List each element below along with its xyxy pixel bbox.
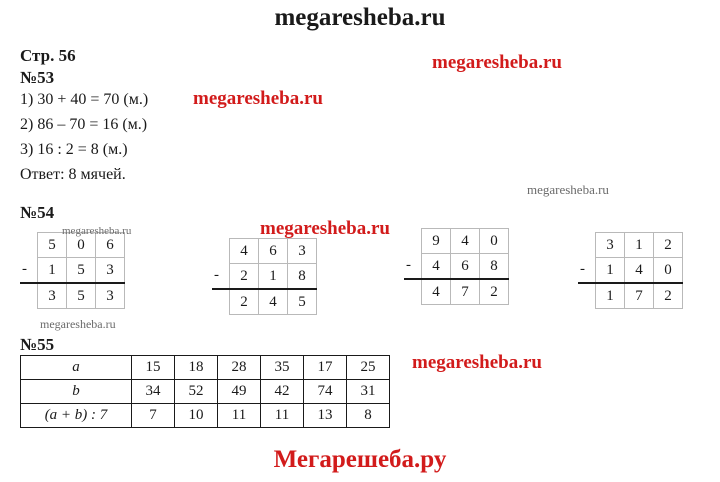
digit-cell: 0 xyxy=(67,233,96,258)
minus-sign-icon xyxy=(404,229,422,254)
table-cell: 31 xyxy=(347,380,390,404)
watermark-text: megaresheba.ru xyxy=(412,352,542,373)
digit-cell: 8 xyxy=(288,264,317,290)
table-cell: 42 xyxy=(261,380,304,404)
watermark-bottom: Мегарешеба.ру xyxy=(273,446,447,473)
minus-sign-icon: - xyxy=(214,267,219,284)
digit-cell: 3 xyxy=(288,239,317,264)
table-cell: 11 xyxy=(261,404,304,428)
digit-cell: 3 xyxy=(596,233,625,258)
watermark-text: megaresheba.ru xyxy=(193,88,323,109)
result-rule xyxy=(20,283,38,309)
table-cell: 17 xyxy=(304,356,347,380)
result-rule xyxy=(578,283,596,309)
row-header-cell: b xyxy=(21,380,132,404)
digit-cell: 0 xyxy=(480,229,509,254)
task-53-line-3: 3) 16 : 2 = 8 (м.) xyxy=(20,141,128,158)
digit-cell: 2 xyxy=(230,264,259,290)
minus-sign-icon: - xyxy=(580,261,585,278)
minus-sign-icon: - xyxy=(406,257,411,274)
table-cell: 49 xyxy=(218,380,261,404)
row-header-cell: a xyxy=(21,356,132,380)
digit-cell: 2 xyxy=(654,233,683,258)
digit-cell: 5 xyxy=(67,258,96,284)
result-rule xyxy=(212,289,230,315)
minus-sign-icon xyxy=(20,233,38,258)
digit-cell: 6 xyxy=(96,233,125,258)
column-subtraction xyxy=(404,228,509,305)
digit-cell: 1 xyxy=(259,264,288,290)
digit-cell: 4 xyxy=(451,229,480,254)
table-cell: 13 xyxy=(304,404,347,428)
digit-cell: 9 xyxy=(422,229,451,254)
table-row xyxy=(21,356,390,380)
digit-cell: 1 xyxy=(596,258,625,284)
watermark-top: megaresheba.ru xyxy=(274,4,446,31)
digit-cell: 4 xyxy=(625,258,654,284)
column-subtraction xyxy=(212,238,317,315)
table-cell: 74 xyxy=(304,380,347,404)
task-53-line-2: 2) 86 – 70 = 16 (м.) xyxy=(20,116,148,133)
result-digit-cell: 1 xyxy=(596,283,625,309)
watermark-text: megaresheba.ru xyxy=(62,225,132,237)
table-cell: 52 xyxy=(175,380,218,404)
table-row xyxy=(21,404,390,428)
column-subtraction xyxy=(20,232,125,309)
task-53-answer: Ответ: 8 мячей. xyxy=(20,166,126,183)
watermark-text: megaresheba.ru xyxy=(432,52,562,73)
digit-cell: 1 xyxy=(38,258,67,284)
digit-cell: 0 xyxy=(654,258,683,284)
watermark-text: megaresheba.ru xyxy=(40,317,116,331)
digit-cell: 8 xyxy=(480,254,509,280)
result-digit-cell: 3 xyxy=(96,283,125,309)
result-digit-cell: 2 xyxy=(480,279,509,305)
table-cell: 11 xyxy=(218,404,261,428)
table-cell: 8 xyxy=(347,404,390,428)
task-54-number: №54 xyxy=(20,203,55,222)
minus-sign-icon xyxy=(212,239,230,264)
result-digit-cell: 5 xyxy=(67,283,96,309)
table-cell: 10 xyxy=(175,404,218,428)
page-number-label: Стр. 56 xyxy=(20,46,76,65)
minus-sign-icon xyxy=(578,233,596,258)
result-digit-cell: 5 xyxy=(288,289,317,315)
row-header-cell: (a + b) : 7 xyxy=(21,404,132,428)
digit-cell: 1 xyxy=(625,233,654,258)
table-cell: 25 xyxy=(347,356,390,380)
table-cell: 7 xyxy=(132,404,175,428)
task-53-number: №53 xyxy=(20,68,55,87)
result-rule xyxy=(404,279,422,305)
task-55-table xyxy=(20,355,390,428)
result-digit-cell: 3 xyxy=(38,283,67,309)
table-cell: 35 xyxy=(261,356,304,380)
result-digit-cell: 2 xyxy=(654,283,683,309)
table-row xyxy=(21,380,390,404)
result-digit-cell: 7 xyxy=(451,279,480,305)
digit-cell: 3 xyxy=(96,258,125,284)
column-subtraction xyxy=(578,232,683,309)
result-digit-cell: 4 xyxy=(422,279,451,305)
digit-cell: 6 xyxy=(259,239,288,264)
table-cell: 34 xyxy=(132,380,175,404)
table-cell: 15 xyxy=(132,356,175,380)
table-cell: 18 xyxy=(175,356,218,380)
digit-cell: 5 xyxy=(38,233,67,258)
result-digit-cell: 2 xyxy=(230,289,259,315)
digit-cell: 4 xyxy=(422,254,451,280)
task-53-line-1: 1) 30 + 40 = 70 (м.) xyxy=(20,91,149,108)
digit-cell: 4 xyxy=(230,239,259,264)
result-digit-cell: 7 xyxy=(625,283,654,309)
table-cell: 28 xyxy=(218,356,261,380)
watermark-text: megaresheba.ru xyxy=(260,218,390,239)
digit-cell: 6 xyxy=(451,254,480,280)
minus-sign-icon: - xyxy=(22,261,27,278)
task-55-number: №55 xyxy=(20,335,55,354)
result-digit-cell: 4 xyxy=(259,289,288,315)
watermark-text: megaresheba.ru xyxy=(527,182,609,197)
